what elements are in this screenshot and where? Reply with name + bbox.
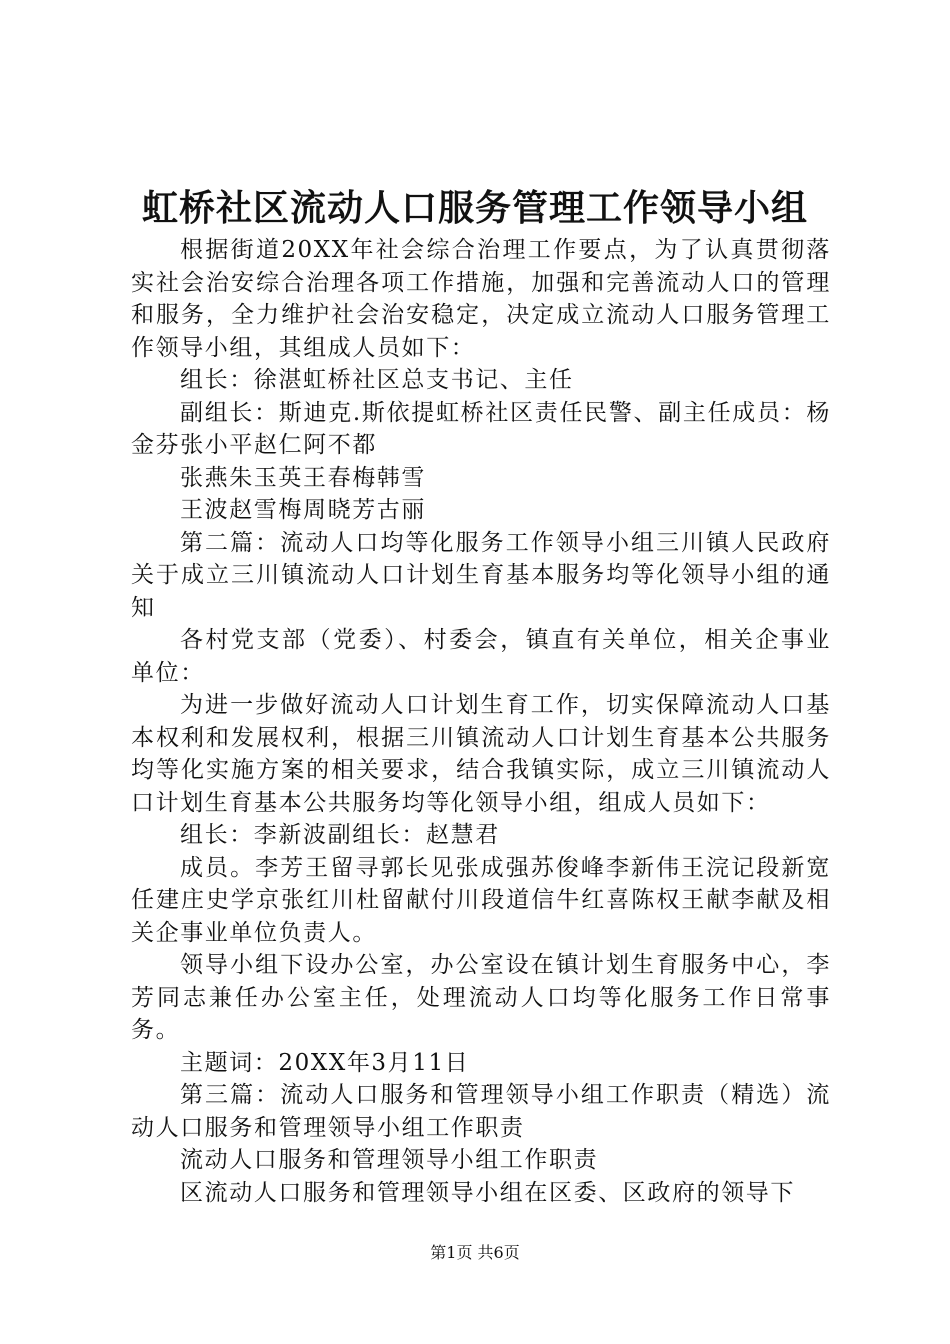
paragraph: 根据街道20XX年社会综合治理工作要点，为了认真贯彻落实社会治安综合治理各项工作措施，加强和完善流动人口的管理和服务，全力维护社会治安稳定，决定成立流动人口服务管理工作领导小组，其组成人员如下： [131, 237, 831, 361]
paragraph: 区流动人口服务和管理领导小组在区委、区政府的领导下 [180, 1179, 795, 1206]
document-body [131, 234, 831, 1209]
page-footer: 第1页 共6页 [430, 1243, 520, 1262]
document-title: 虹桥社区流动人口服务管理工作领导小组 [141, 187, 808, 229]
paragraph: 组长：李新波副组长：赵慧君 [180, 822, 500, 848]
paragraph: 副组长：斯迪克.斯依提虹桥社区责任民警、副主任成员：杨金芬张小平赵仁阿不都 [131, 399, 831, 458]
paragraph: 主题词：20XX年3月11日 [180, 1049, 470, 1076]
paragraph: 为进一步做好流动人口计划生育工作，切实保障流动人口基本权利和发展权利，根据三川镇流动人口计划生育基本公共服务均等化实施方案的相关要求，结合我镇实际，成立三川镇流动人口计划生育基本公共服务均等化领导小组，组成人员如下： [131, 692, 831, 816]
paragraph: 领导小组下设办公室，办公室设在镇计划生育服务中心，李芳同志兼任办公室主任，处理流动人口均等化服务工作日常事务。 [131, 952, 831, 1043]
paragraph: 流动人口服务和管理领导小组工作职责 [180, 1147, 599, 1173]
paragraph: 各村党支部（党委）、村委会，镇直有关单位，相关企事业单位： [131, 627, 831, 686]
paragraph: 第二篇：流动人口均等化服务工作领导小组三川镇人民政府关于成立三川镇流动人口计划生育基本服务均等化领导小组的通知 [131, 529, 831, 621]
paragraph: 王波赵雪梅周晓芳古丽 [180, 497, 426, 523]
paragraph: 成员。李芳王留寻郭长见张成强苏俊峰李新伟王浣记段新宽任建庄史学京张红川杜留献付川段道信牛红喜陈权王献李献及相关企事业单位负责人。 [131, 854, 831, 946]
paragraph: 组长：徐湛虹桥社区总支书记、主任 [180, 367, 574, 393]
paragraph: 第三篇：流动人口服务和管理领导小组工作职责（精选）流动人口服务和管理领导小组工作职责 [131, 1082, 831, 1141]
paragraph: 张燕朱玉英王春梅韩雪 [180, 464, 426, 491]
